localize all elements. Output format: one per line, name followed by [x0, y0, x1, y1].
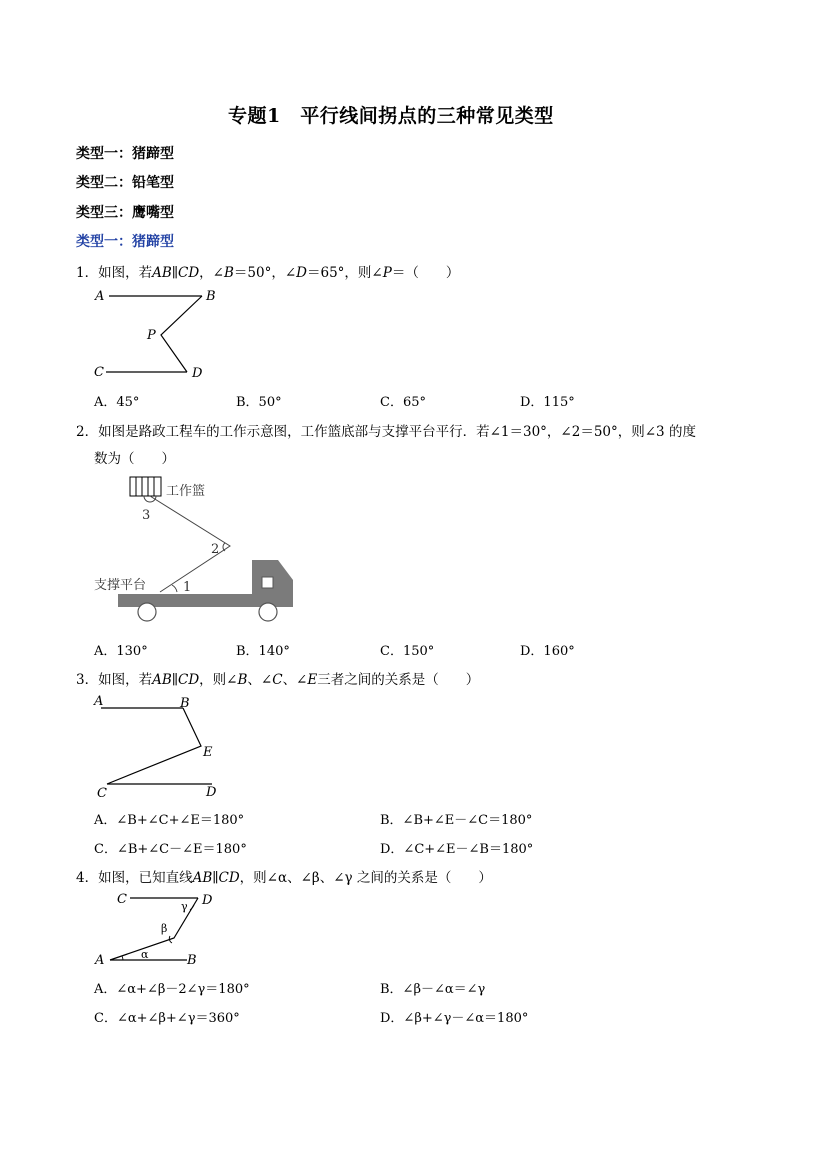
label-alpha: α: [141, 948, 149, 961]
q2-option-d[interactable]: D．160°: [520, 644, 575, 659]
question-4-stem: 4．如图，已知直线AB∥CD，则∠α、∠β、∠γ 之间的关系是（ ）: [76, 870, 492, 886]
q1-option-b[interactable]: B．50°: [236, 395, 282, 410]
q1-option-c[interactable]: C．65°: [380, 395, 426, 410]
q3-option-b[interactable]: B．∠B+∠E－∠C＝180°: [380, 813, 533, 828]
q1-option-a[interactable]: A．45°: [94, 395, 140, 410]
question-2-stem: 2．如图是路政工程车的工作示意图，工作篮底部与支撑平台平行．若∠1＝30°，∠2＝50°，则∠3 的度: [76, 424, 696, 440]
question-1-stem: 1．如图，若AB∥CD，∠B＝50°，∠D＝65°，则∠P＝（ ）: [76, 265, 460, 281]
q3-option-d[interactable]: D．∠C+∠E－∠B＝180°: [380, 842, 534, 857]
label-beta: β: [161, 922, 168, 935]
q1-option-d[interactable]: D．115°: [520, 395, 575, 410]
q4-option-b[interactable]: B．∠β－∠α＝∠γ: [380, 982, 486, 997]
q3-option-c[interactable]: C．∠B+∠C－∠E＝180°: [94, 842, 247, 857]
label-angle-1: 1: [183, 580, 192, 595]
label-C: C: [94, 365, 104, 380]
label-D: D: [202, 893, 213, 908]
type-item-1: 类型一：猪蹄型: [76, 146, 174, 162]
label-A: A: [95, 953, 105, 968]
label-angle-2: 2: [211, 542, 220, 557]
label-A: A: [95, 289, 105, 304]
label-basket: 工作篮: [166, 484, 206, 499]
q4-option-d[interactable]: D．∠β+∠γ－∠α＝180°: [380, 1011, 529, 1026]
q2-option-c[interactable]: C．150°: [380, 644, 435, 659]
label-D: D: [206, 785, 217, 800]
label-P: P: [147, 328, 156, 343]
label-E: E: [203, 745, 213, 760]
type-item-3: 类型三：鹰嘴型: [76, 205, 174, 221]
question-3-stem: 3．如图，若AB∥CD，则∠B、∠C、∠E三者之间的关系是（ ）: [76, 672, 480, 688]
label-platform: 支撑平台: [94, 578, 147, 593]
q2-option-b[interactable]: B．140°: [236, 644, 290, 659]
question-number: 1．: [76, 265, 99, 281]
label-B: B: [180, 696, 190, 711]
label-C: C: [97, 786, 107, 801]
label-gamma: γ: [181, 900, 188, 913]
page-title: 专题1 平行线间拐点的三种常见类型: [228, 105, 554, 127]
label-B: B: [206, 289, 216, 304]
label-D: D: [192, 366, 203, 381]
label-A: A: [94, 694, 104, 709]
section-heading: 类型一：猪蹄型: [76, 234, 174, 250]
label-C: C: [117, 892, 127, 907]
label-angle-3: 3: [142, 508, 151, 523]
q4-option-a[interactable]: A．∠α+∠β－2∠γ＝180°: [94, 982, 250, 997]
question-2-stem-line2: 数为（ ）: [94, 451, 175, 467]
q2-option-a[interactable]: A．130°: [94, 644, 148, 659]
label-B: B: [187, 953, 197, 968]
type-item-2: 类型二：铅笔型: [76, 175, 174, 191]
q3-option-a[interactable]: A．∠B+∠C+∠E＝180°: [94, 813, 245, 828]
q4-option-c[interactable]: C．∠α+∠β+∠γ＝360°: [94, 1011, 240, 1026]
